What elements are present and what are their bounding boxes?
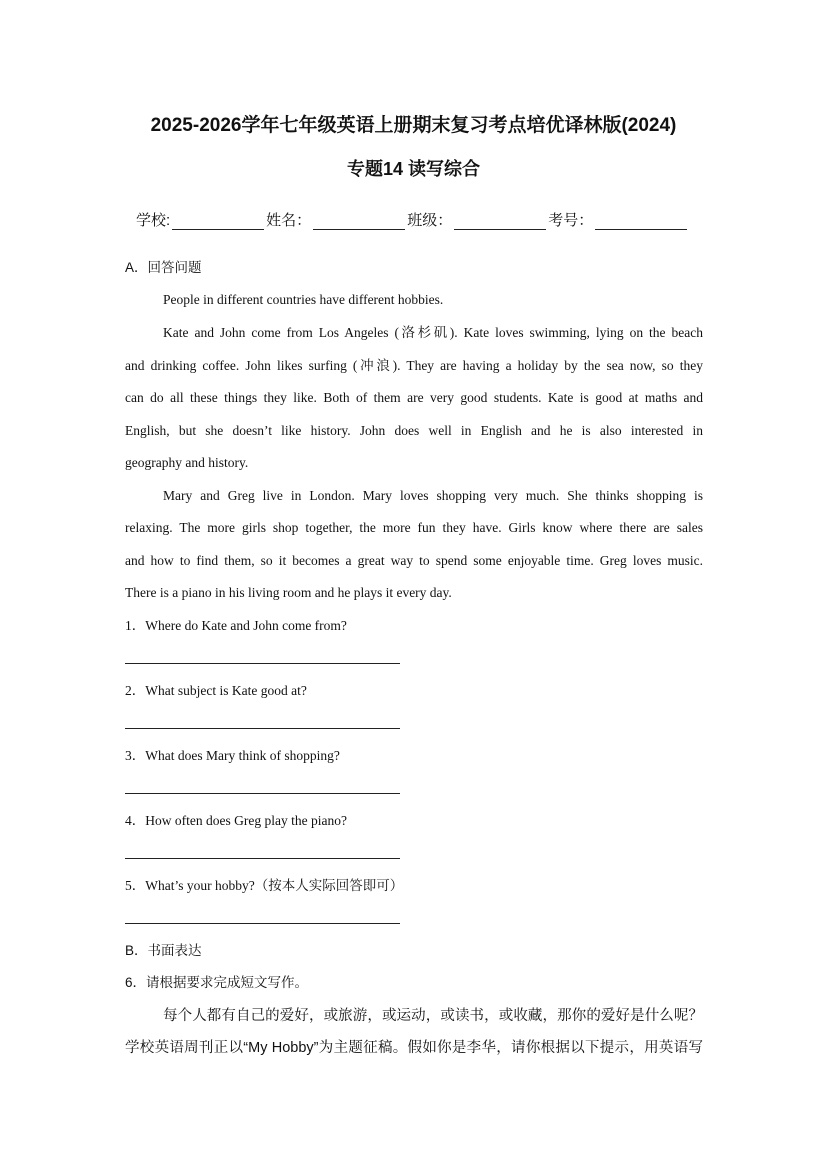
answer-line-1[interactable] — [125, 663, 400, 664]
name-label: 姓名： — [266, 212, 312, 229]
document-subtitle: 专题14 读写综合 — [346, 159, 481, 179]
answer-line-5[interactable] — [125, 923, 400, 924]
passage-line: There is a piano in his living room and he plays it every day. — [125, 585, 452, 600]
document-title: 2025-2026学年七年级英语上册期末复习考点培优译林版(2024) — [150, 115, 677, 136]
passage-line: geography and history. — [125, 455, 249, 470]
passage-line: and drinking coffee. John likes surfing (冲浪). They are having a holiday by the sea now, so they — [125, 358, 703, 373]
section-a-heading: A．回答问题 — [125, 260, 202, 275]
question-2: 2．What subject is Kate good at? — [125, 683, 307, 698]
question-3: 3．What does Mary think of shopping? — [125, 748, 340, 763]
answer-line-3[interactable] — [125, 793, 400, 794]
passage-line: can do all these things they like. Both of them are very good students. Kate is good at maths and — [125, 390, 703, 405]
class-label: 班级： — [407, 212, 453, 229]
exam-number-blank[interactable] — [595, 213, 687, 230]
passage-line: Kate and John come from Los Angeles (洛杉矶). Kate loves swimming, lying on the beach — [163, 325, 703, 340]
student-info-fields — [136, 209, 689, 230]
passage-line: People in different countries have different hobbies. — [163, 292, 444, 307]
writing-prompt-line: 学校英语周刊正以“My Hobby”为主题征稿。假如你是李华，请你根据以下提示，用英语写 — [125, 1040, 703, 1056]
question-6: 6．请根据要求完成短文写作。 — [125, 975, 309, 990]
question-5: 5．What’s your hobby?（按本人实际回答即可） — [125, 878, 404, 893]
passage-line: English, but she doesn’t like history. John does well in English and he is also interested in — [125, 423, 703, 438]
answer-line-2[interactable] — [125, 728, 400, 729]
passage-line: relaxing. The more girls shop together, the more fun they have. Girls know where there are sales — [125, 520, 703, 535]
class-blank[interactable] — [454, 213, 546, 230]
school-blank[interactable] — [172, 213, 264, 230]
question-1: 1．Where do Kate and John come from? — [125, 618, 347, 633]
section-b-heading: B．书面表达 — [125, 943, 202, 958]
exam-number-label: 考号： — [548, 212, 594, 229]
writing-prompt-line: 每个人都有自己的爱好，或旅游，或运动，或读书，或收藏，那你的爱好是什么呢？ — [163, 1008, 703, 1024]
school-label: 学校: — [136, 212, 171, 229]
name-blank[interactable] — [313, 213, 405, 230]
question-4: 4．How often does Greg play the piano? — [125, 813, 347, 828]
passage-line: and how to find them, so it becomes a great way to spend some enjoyable time. Greg loves music. — [125, 553, 703, 568]
passage-line: Mary and Greg live in London. Mary loves shopping very much. She thinks shopping is — [163, 488, 703, 503]
answer-line-4[interactable] — [125, 858, 400, 859]
